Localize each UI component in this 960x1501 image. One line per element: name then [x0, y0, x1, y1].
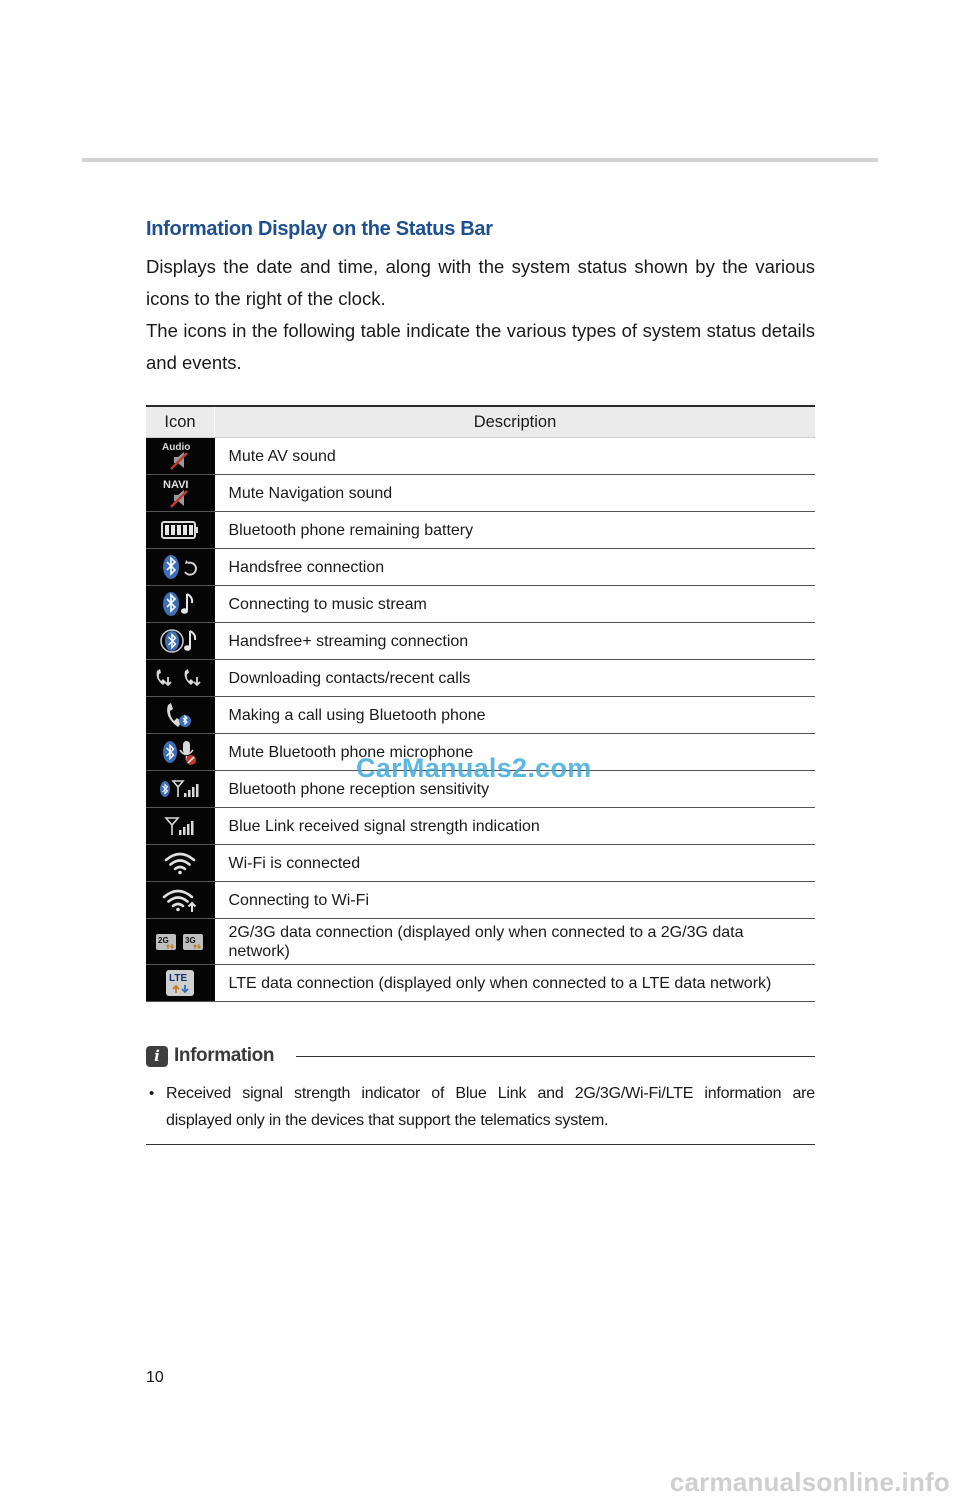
- bluetooth-handsfree-streaming-icon: [160, 626, 200, 656]
- wifi-connecting-icon: [160, 886, 200, 914]
- table-row: [146, 845, 815, 882]
- info-divider: [296, 1056, 815, 1057]
- table-row: [146, 882, 815, 919]
- intro-section: [146, 218, 815, 379]
- row-description: Connecting to music stream: [215, 586, 816, 623]
- information-note: [146, 1042, 815, 1145]
- signal-strength-icon: [160, 813, 200, 839]
- table-row: [146, 475, 815, 512]
- row-description: Wi-Fi is connected: [215, 845, 816, 882]
- battery-icon: [160, 517, 200, 543]
- table-row: [146, 549, 815, 586]
- lte-data-icon: [160, 968, 200, 998]
- svg-text:LTE: LTE: [169, 973, 188, 984]
- header-description: Description: [215, 406, 816, 438]
- info-text: Received signal strength indicator of Blue Link and 2G/3G/Wi-Fi/LTE information are displayed only in the devices that support the telematics system.: [166, 1085, 815, 1129]
- intro-paragraph-1: Displays the date and time, along with the system status shown by the various icons to the right of the clock.: [146, 256, 815, 309]
- table-row: [146, 586, 815, 623]
- table-row: [146, 512, 815, 549]
- watermark: CarManuals2.com: [356, 753, 592, 783]
- svg-text:Audio: Audio: [162, 442, 191, 453]
- info-bottom-divider: [146, 1144, 815, 1145]
- top-divider: [82, 158, 878, 162]
- mute-navi-icon: [160, 477, 200, 509]
- row-description: Bluetooth phone remaining battery: [215, 512, 816, 549]
- svg-text:2G: 2G: [158, 935, 169, 945]
- info-icon: i: [146, 1046, 168, 1067]
- intro-paragraph-2: The icons in the following table indicate the various types of system status details and events.: [146, 320, 815, 373]
- svg-text:NAVI: NAVI: [163, 479, 189, 491]
- row-description: Mute Bluetooth phone microphone: [215, 734, 816, 771]
- row-description: Mute Navigation sound: [215, 475, 816, 512]
- row-description: Making a call using Bluetooth phone: [215, 697, 816, 734]
- mute-audio-icon: [160, 440, 200, 472]
- info-bullet-item: [146, 1080, 815, 1134]
- row-description: Handsfree+ streaming connection: [215, 623, 816, 660]
- bluetooth-handsfree-icon: [160, 552, 200, 582]
- info-title: Information: [174, 1045, 275, 1066]
- svg-text:3G: 3G: [185, 935, 196, 945]
- mute-microphone-icon: [160, 737, 200, 767]
- table-row: [146, 919, 815, 965]
- row-description: Connecting to Wi-Fi: [215, 882, 816, 919]
- table-row: [146, 697, 815, 734]
- wifi-icon: [160, 849, 200, 877]
- bluetooth-signal-icon: [158, 776, 202, 802]
- bluetooth-call-icon: [160, 700, 200, 730]
- table-row: [146, 965, 815, 1002]
- table-row: [146, 808, 815, 845]
- page-number: 10: [146, 1369, 164, 1386]
- status-icon-table: [146, 405, 815, 1002]
- row-description: LTE data connection (displayed only when connected to a LTE data network): [215, 965, 816, 1002]
- table-row: [146, 660, 815, 697]
- download-contacts-icon: [153, 665, 207, 691]
- table-row: [146, 438, 815, 475]
- row-description: Mute AV sound: [215, 438, 816, 475]
- row-description: Handsfree connection: [215, 549, 816, 586]
- bluetooth-music-icon: [160, 589, 200, 619]
- table-header-row: [146, 406, 815, 438]
- footer-watermark: carmanualsonline.info: [669, 1467, 950, 1497]
- row-description: 2G/3G data connection (displayed only when connected to a 2G/3G data network): [215, 919, 816, 965]
- info-header: [146, 1042, 815, 1070]
- header-icon: Icon: [146, 406, 215, 438]
- table-row: [146, 623, 815, 660]
- bullet-icon: •: [149, 1085, 155, 1102]
- row-description: Downloading contacts/recent calls: [215, 660, 816, 697]
- row-description: Bluetooth phone reception sensitivity: [215, 771, 816, 808]
- section-title: Information Display on the Status Bar: [146, 218, 493, 240]
- row-description: Blue Link received signal strength indication: [215, 808, 816, 845]
- data-2g-3g-icon: [154, 931, 206, 953]
